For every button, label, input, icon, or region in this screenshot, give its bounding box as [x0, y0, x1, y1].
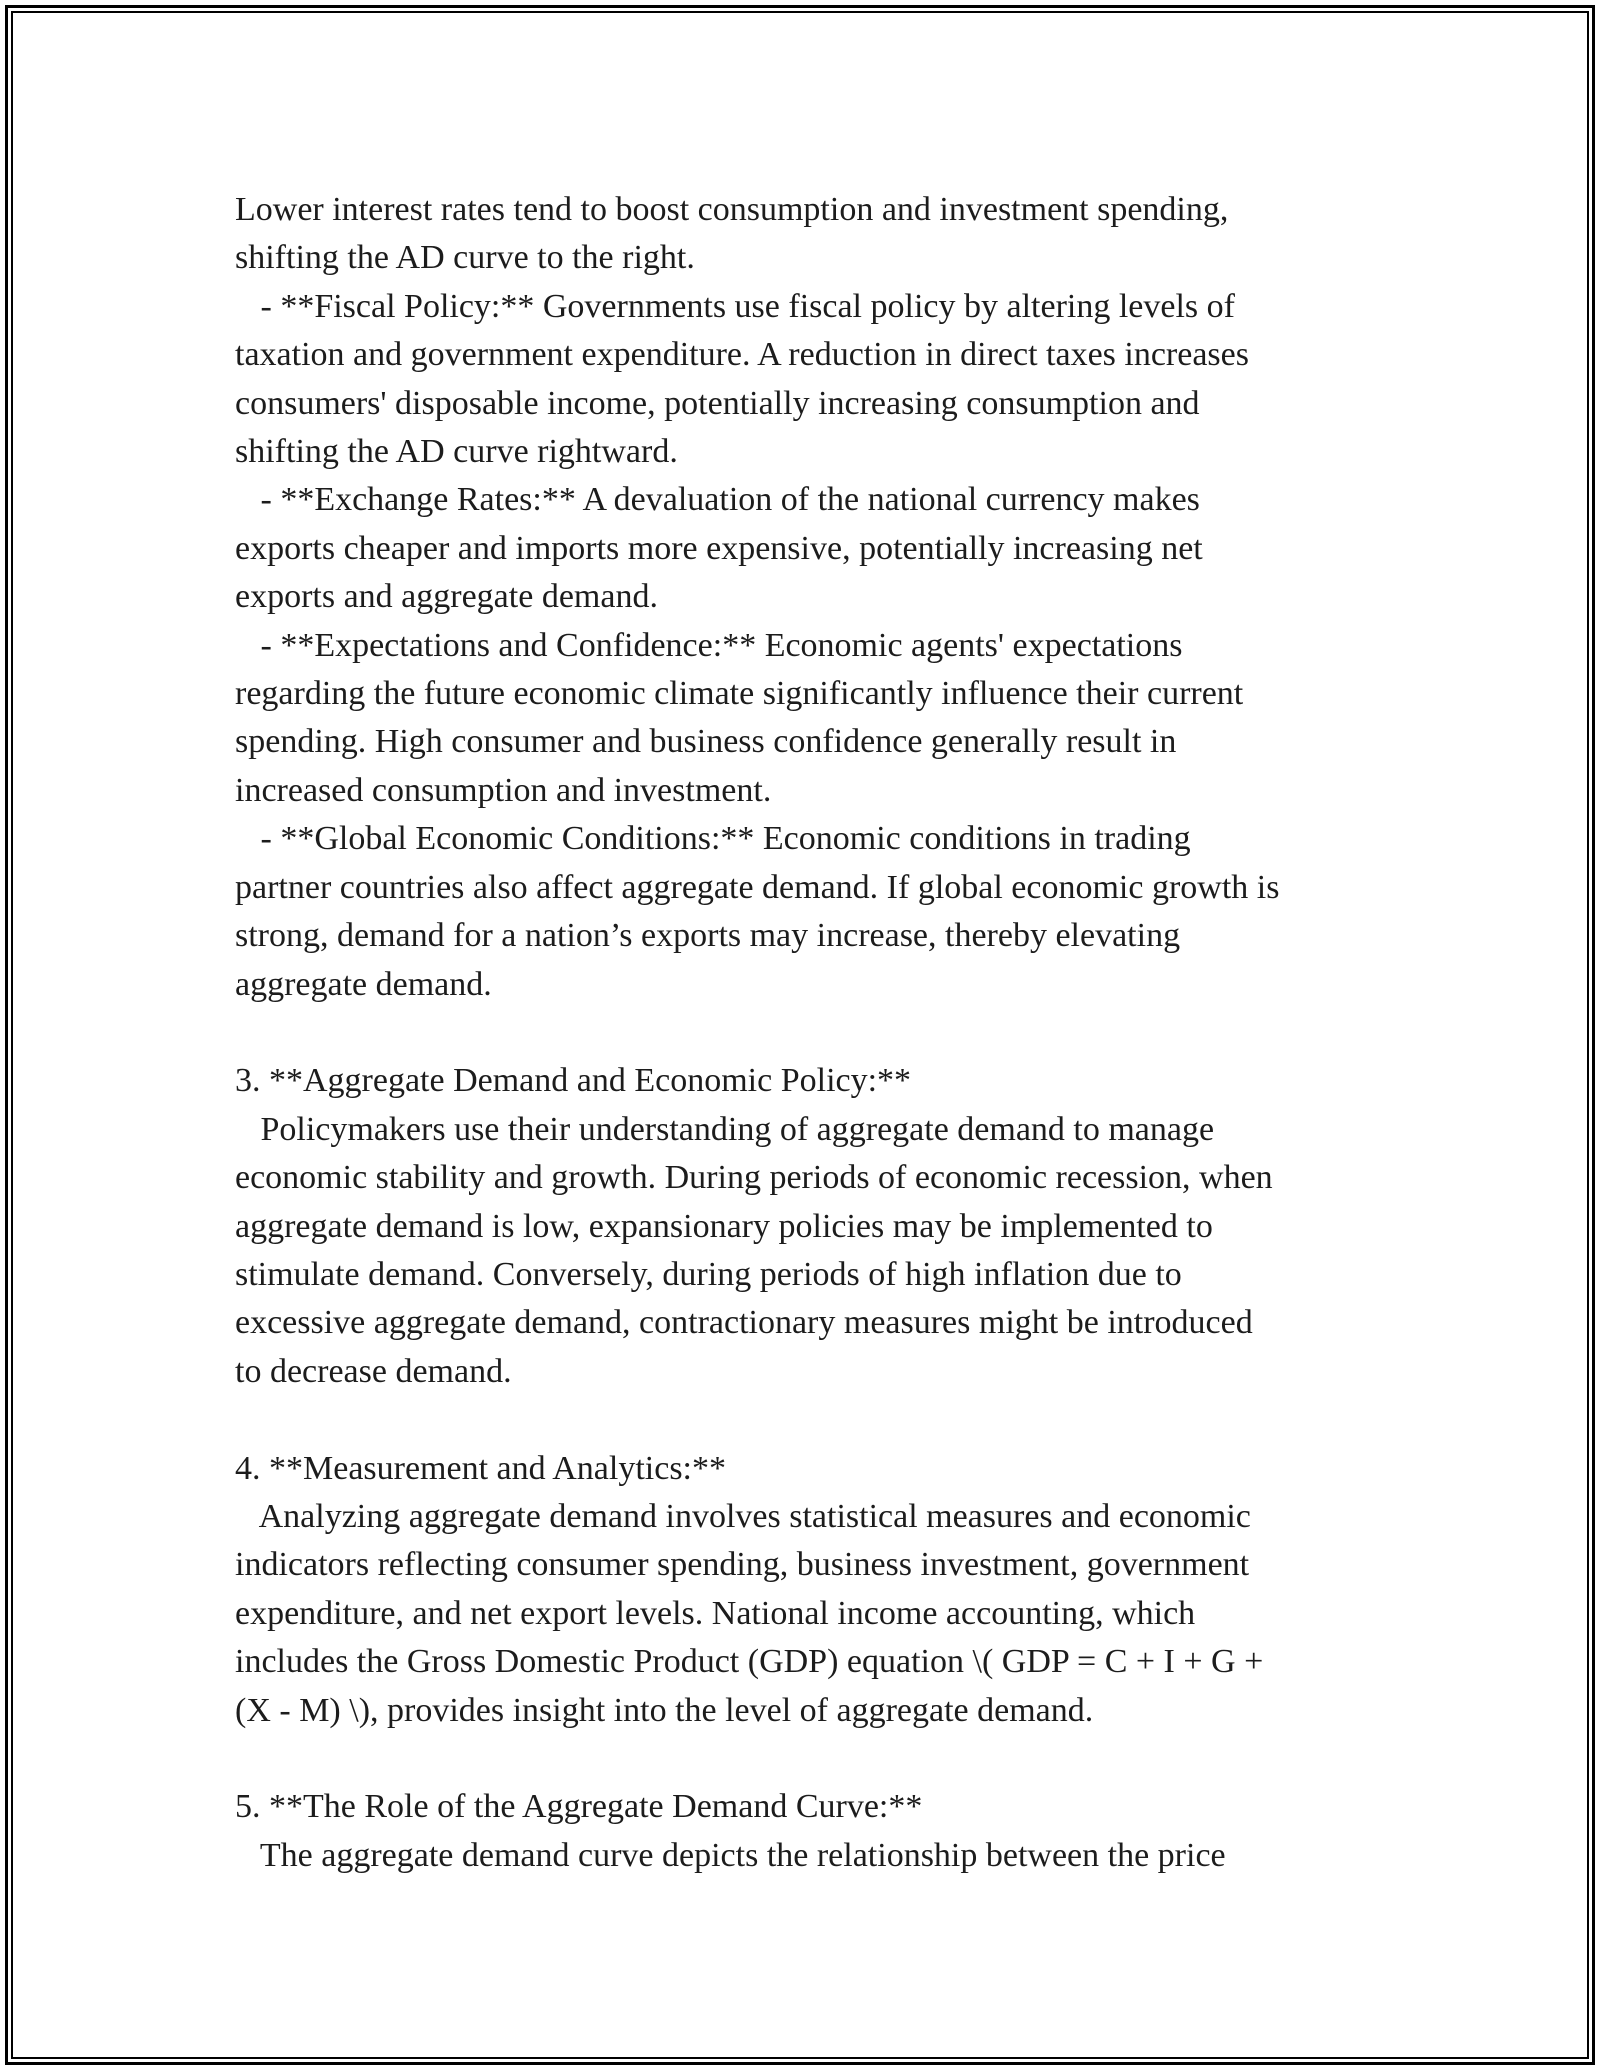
section-heading-4: 4. **Measurement and Analytics:**	[235, 1449, 727, 1487]
bullet-global-economic-conditions: - **Global Economic Conditions:** Economic conditions in trading	[235, 820, 1191, 858]
text-line: increased consumption and investment.	[235, 771, 772, 809]
text-line: shifting the AD curve to the right.	[235, 239, 695, 277]
text-line: consumers' disposable income, potentially increasing consumption and	[235, 384, 1200, 422]
text-line: strong, demand for a nation’s exports may increase, thereby elevating	[235, 917, 1181, 955]
section-heading-5: 5. **The Role of the Aggregate Demand Curve:**	[235, 1788, 923, 1826]
blank-line	[235, 1396, 1365, 1444]
text-line: Policymakers use their understanding of aggregate demand to manage	[235, 1110, 1215, 1148]
text-line: Analyzing aggregate demand involves statistical measures and economic	[235, 1497, 1251, 1535]
bullet-fiscal-policy: - **Fiscal Policy:** Governments use fiscal policy by altering levels of	[235, 287, 1235, 325]
bullet-expectations-confidence: - **Expectations and Confidence:** Economic agents' expectations	[235, 626, 1183, 664]
text-line: (X - M) \), provides insight into the level of aggregate demand.	[235, 1691, 1094, 1729]
text-line: regarding the future economic climate significantly influence their current	[235, 675, 1244, 713]
text-line: aggregate demand.	[235, 965, 492, 1003]
text-line: spending. High consumer and business confidence generally result in	[235, 723, 1177, 761]
text-line: economic stability and growth. During periods of economic recession, when	[235, 1159, 1273, 1197]
text-line: expenditure, and net export levels. National income accounting, which	[235, 1594, 1196, 1632]
text-line: shifting the AD curve rightward.	[235, 433, 678, 471]
blank-line	[235, 1735, 1365, 1783]
bullet-exchange-rates: - **Exchange Rates:** A devaluation of the national currency makes	[235, 481, 1200, 519]
text-line: stimulate demand. Conversely, during periods of high inflation due to	[235, 1255, 1182, 1293]
text-line: exports cheaper and imports more expensive, potentially increasing net	[235, 529, 1203, 567]
section-heading-3: 3. **Aggregate Demand and Economic Policy:**	[235, 1062, 912, 1100]
blank-line	[235, 1009, 1365, 1057]
document-body	[235, 186, 1365, 1880]
text-line: Lower interest rates tend to boost consumption and investment spending,	[235, 191, 1229, 228]
text-line: aggregate demand is low, expansionary policies may be implemented to	[235, 1207, 1213, 1245]
text-line: exports and aggregate demand.	[235, 578, 658, 616]
text-line: taxation and government expenditure. A reduction in direct taxes increases	[235, 336, 1249, 374]
text-line: indicators reflecting consumer spending, business investment, government	[235, 1546, 1250, 1584]
text-line: partner countries also affect aggregate demand. If global economic growth is	[235, 868, 1280, 906]
text-line: excessive aggregate demand, contractionary measures might be introduced	[235, 1304, 1253, 1342]
text-line: includes the Gross Domestic Product (GDP) equation \( GDP = C + I + G +	[235, 1643, 1264, 1681]
text-line: The aggregate demand curve depicts the relationship between the price	[235, 1836, 1226, 1874]
text-line: to decrease demand.	[235, 1352, 512, 1390]
